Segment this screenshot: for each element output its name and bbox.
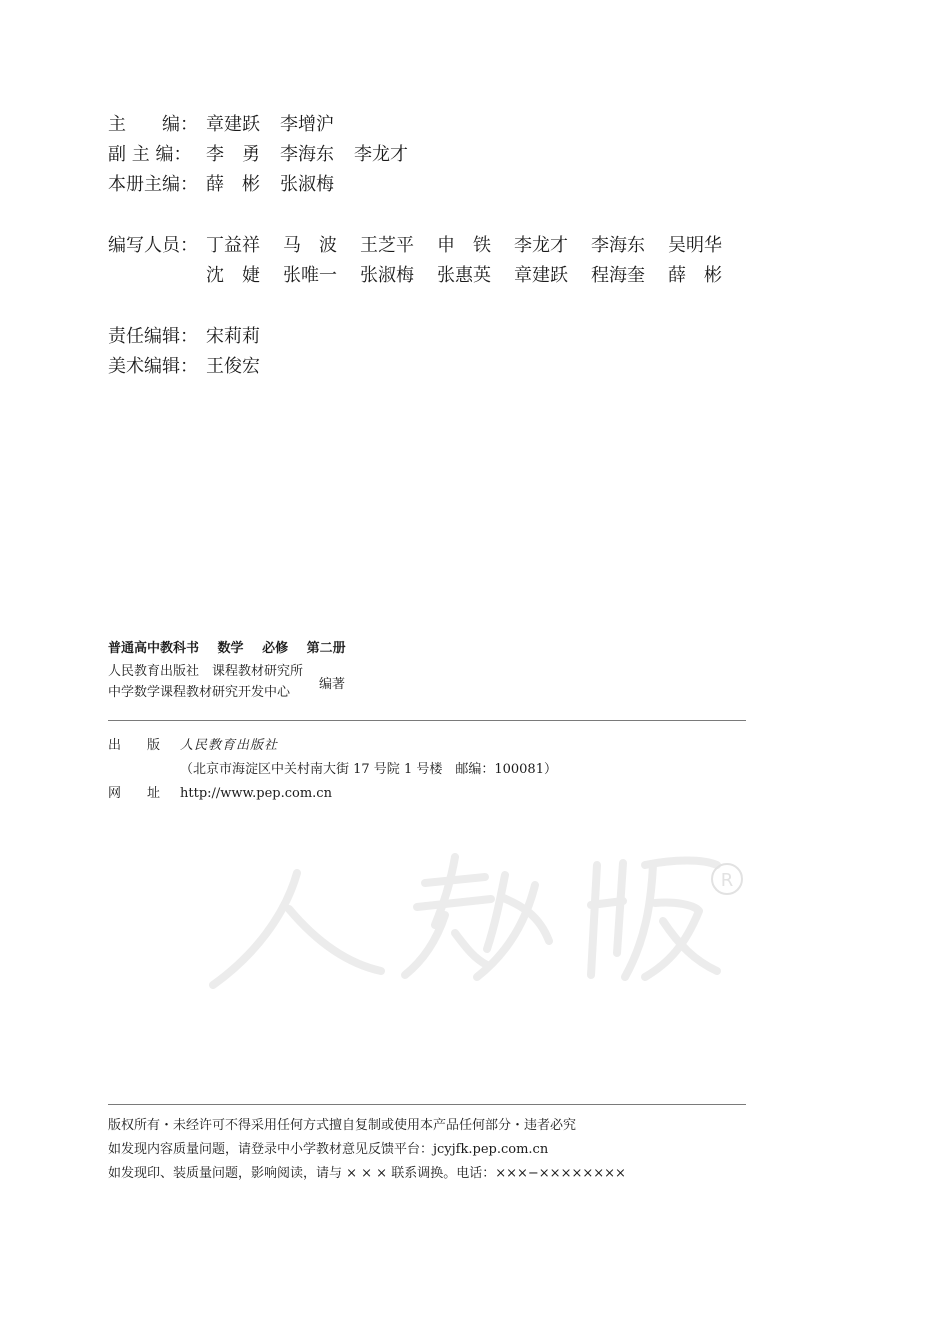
writer-name: 申 铁 xyxy=(437,235,491,256)
author-suffix: 编著 xyxy=(319,676,346,692)
writer-name: 李海东 xyxy=(591,235,645,256)
writer-name: 丁益祥 xyxy=(206,235,260,256)
writers-row xyxy=(108,231,745,291)
volume-editor-name: 薛 彬 xyxy=(206,174,260,195)
website-label: 网 址 xyxy=(108,786,161,801)
deputy-editor-name: 李龙才 xyxy=(354,144,408,165)
chief-editor-label: 主 编： xyxy=(108,114,198,135)
publisher-row xyxy=(108,734,557,758)
divider-top xyxy=(108,720,746,721)
writers-row-1 xyxy=(206,231,745,261)
pep-watermark-logo xyxy=(205,845,750,995)
author-line: 人民教育出版社 课程教材研究所 xyxy=(108,664,304,679)
publish-label: 出 版 xyxy=(108,738,161,753)
registered-mark: R xyxy=(720,870,734,891)
writer-name: 吴明华 xyxy=(668,235,722,256)
website-link[interactable]: http://www.pep.com.cn xyxy=(180,786,332,801)
content-feedback-line: 如发现内容质量问题，请登录中小学教材意见反馈平台：jcyjfk.pep.com.cn xyxy=(108,1142,549,1157)
book-title xyxy=(108,638,360,660)
writer-name: 马 波 xyxy=(283,235,337,256)
writer-name: 王芝平 xyxy=(360,235,414,256)
deputy-editor-label: 副 主 编： xyxy=(108,144,192,165)
book-title-part: 第二册 xyxy=(306,641,346,656)
book-title-part: 数学 xyxy=(217,641,244,656)
publisher-address: （北京市海淀区中关村南大街 17 号院 1 号楼 邮编：100081） xyxy=(180,762,557,777)
deputy-editor-name: 李海东 xyxy=(280,144,334,165)
volume-editor-name: 张淑梅 xyxy=(280,174,334,195)
writer-name: 张淑梅 xyxy=(360,265,414,286)
art-editor-label: 美术编辑： xyxy=(108,356,198,377)
legal-notice xyxy=(108,1114,626,1186)
publisher-brand: 人民教育出版社 xyxy=(180,738,279,753)
writers-list xyxy=(206,231,745,291)
chief-editor-name: 章建跃 xyxy=(206,114,260,135)
responsible-editor-name: 宋莉莉 xyxy=(206,326,260,347)
watermark-strokes xyxy=(213,857,717,985)
writer-name: 程海奎 xyxy=(591,265,645,286)
writer-name: 薛 彬 xyxy=(668,265,722,286)
chief-editor-row xyxy=(108,110,745,140)
volume-editor-row xyxy=(108,170,745,200)
writer-name: 张惠英 xyxy=(437,265,491,286)
writers-label: 编写人员： xyxy=(108,235,198,256)
book-authors xyxy=(108,661,360,703)
print-quality-line: 如发现印、装质量问题，影响阅读，请与 × × × 联系调换。电话：×××−×××××××× xyxy=(108,1166,626,1181)
writer-name: 李龙才 xyxy=(514,235,568,256)
website-row xyxy=(108,782,557,806)
credits-block xyxy=(108,110,745,382)
book-title-part: 必修 xyxy=(262,641,289,656)
copyright-line: 版权所有・未经许可不得采用任何方式擅自复制或使用本产品任何部分・违者必究 xyxy=(108,1118,577,1133)
writers-row-2 xyxy=(206,261,745,291)
art-editor-name: 王俊宏 xyxy=(206,356,260,377)
writer-name: 沈 婕 xyxy=(206,265,260,286)
writer-name: 章建跃 xyxy=(514,265,568,286)
art-editor-row xyxy=(108,352,745,382)
publisher-info xyxy=(108,734,557,806)
chief-editor-name: 李增沪 xyxy=(280,114,334,135)
book-title-part: 普通高中教科书 xyxy=(108,641,200,656)
responsible-editor-row xyxy=(108,322,745,352)
deputy-editor-name: 李 勇 xyxy=(206,144,260,165)
book-info xyxy=(108,638,360,703)
address-row xyxy=(108,758,557,782)
author-line: 中学数学课程教材研究开发中心 xyxy=(108,685,291,700)
writer-name: 张唯一 xyxy=(283,265,337,286)
divider-bottom xyxy=(108,1104,746,1105)
deputy-editor-row xyxy=(108,140,745,170)
responsible-editor-label: 责任编辑： xyxy=(108,326,198,347)
volume-editor-label: 本册主编： xyxy=(108,174,198,195)
